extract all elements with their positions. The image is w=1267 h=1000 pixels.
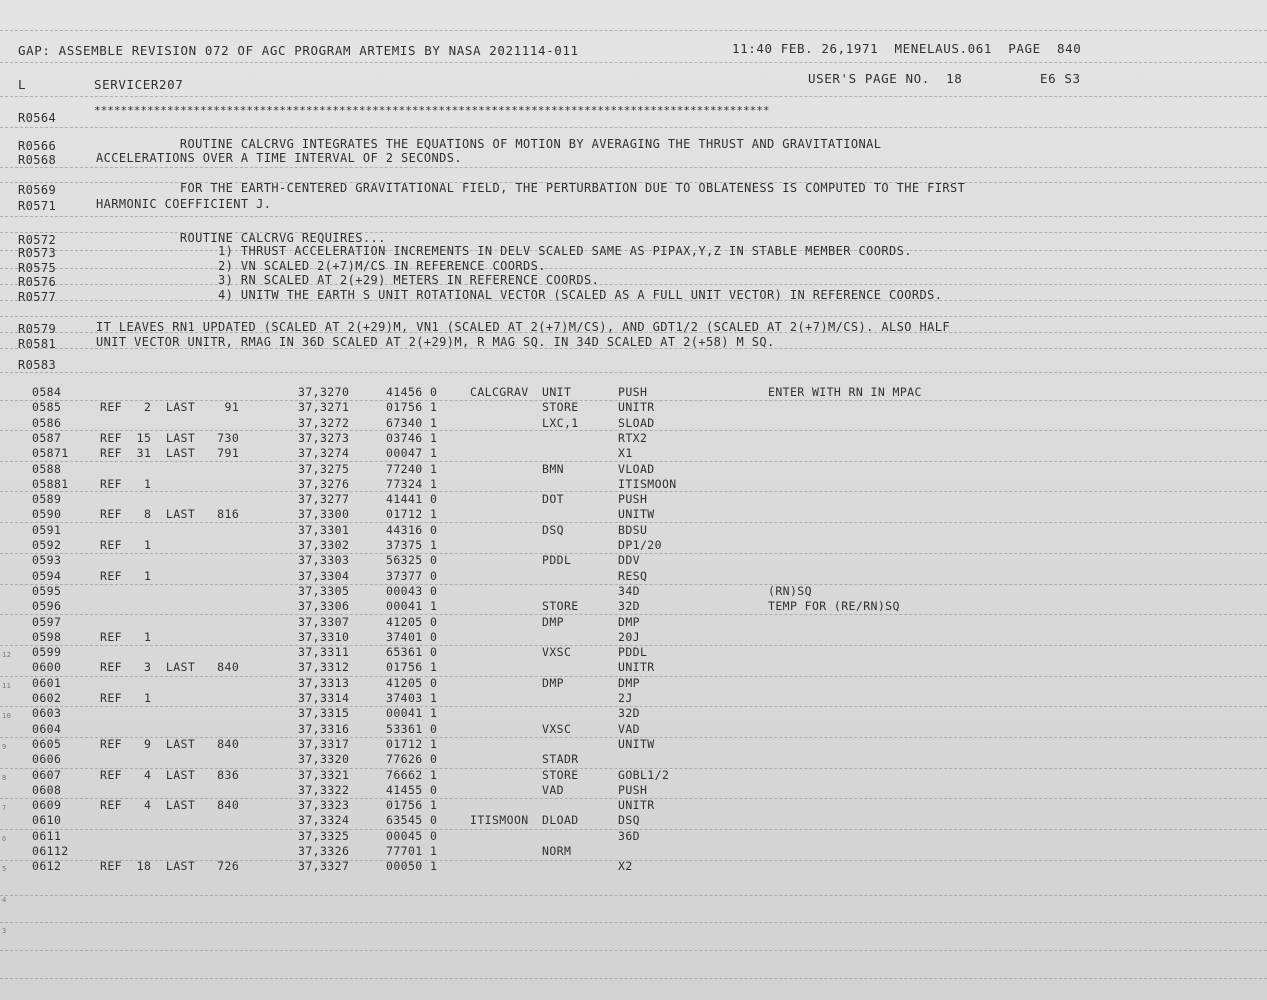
comment-line-id: R0579	[18, 322, 57, 336]
opcode: STORE	[542, 400, 579, 415]
comment-line-text: ACCELERATIONS OVER A TIME INTERVAL OF 2 SECONDS.	[96, 151, 462, 165]
address: 37,3302	[298, 538, 350, 552]
ref-info: REF 1	[100, 538, 152, 552]
opcode: VXSC	[542, 721, 572, 736]
address: 37,3306	[298, 599, 350, 614]
label: CALCGRAV	[470, 385, 529, 399]
operand: DDV	[618, 553, 640, 568]
ruled-line	[0, 950, 1267, 951]
octal-word: 00047 1	[386, 446, 438, 461]
address: 37,3324	[298, 813, 350, 828]
address: 37,3270	[298, 385, 350, 399]
comment-line-text: 3) RN SCALED AT 2(+29) METERS IN REFERENCE COORDS.	[96, 273, 600, 287]
comment-line-id: R0575	[18, 261, 57, 275]
ruled-line	[0, 316, 1267, 317]
octal-word: 00045 0	[386, 828, 438, 843]
line-number: 0590	[32, 507, 62, 522]
line-number: 0585	[32, 400, 62, 415]
octal-word: 76662 1	[386, 767, 438, 782]
line-number: 0608	[32, 782, 62, 797]
comment-line-id: R0566	[18, 139, 57, 153]
octal-word: 37377 0	[386, 568, 438, 583]
line-number: 0599	[32, 645, 62, 660]
address: 37,3320	[298, 752, 350, 767]
operand: 36D	[618, 828, 640, 843]
line-number: 0612	[32, 859, 62, 874]
comment-line-id: R0581	[18, 337, 57, 351]
operand: UNITW	[618, 507, 655, 522]
octal-word: 00041 1	[386, 599, 438, 614]
opcode: STORE	[542, 599, 579, 614]
ref-info: REF 2 LAST 91	[100, 400, 240, 415]
comment-line-id: R0571	[18, 199, 57, 213]
comment-line-text: IT LEAVES RN1 UPDATED (SCALED AT 2(+29)M, VN1 (SCALED AT 2(+7)M/CS), AND GDT1/2 (SCALED AT 2(+7)M/CS). ALSO HALF	[96, 320, 950, 334]
address: 37,3307	[298, 614, 350, 629]
opcode: STORE	[542, 767, 579, 782]
address: 37,3305	[298, 583, 350, 598]
header-e-code: E6 S3	[1040, 71, 1081, 86]
inline-comment: (RN)SQ	[768, 583, 812, 598]
line-number: 0586	[32, 415, 62, 430]
margin-tick: 4	[2, 896, 7, 904]
octal-word: 41455 0	[386, 782, 438, 797]
operand: 2J	[618, 691, 633, 705]
octal-word: 56325 0	[386, 553, 438, 568]
comment-line-id: R0576	[18, 275, 57, 289]
opcode: NORM	[542, 844, 572, 858]
ref-info: REF 31 LAST 791	[100, 446, 240, 461]
operand: RTX2	[618, 430, 648, 445]
header-col-l: L	[18, 77, 27, 92]
ruled-line	[0, 62, 1267, 63]
operand: DSQ	[618, 813, 640, 828]
address: 37,3304	[298, 568, 350, 583]
address: 37,3325	[298, 828, 350, 843]
operand: 20J	[618, 629, 640, 644]
address: 37,3316	[298, 721, 350, 736]
ruled-line	[0, 167, 1267, 168]
octal-word: 77701 1	[386, 844, 438, 858]
ruled-line	[0, 895, 1267, 896]
header-title: GAP: ASSEMBLE REVISION 072 OF AGC PROGRAM ARTEMIS BY NASA 2021114-011	[18, 43, 579, 58]
opcode: DMP	[542, 614, 564, 629]
operand: BDSU	[618, 522, 648, 537]
address: 37,3272	[298, 415, 350, 430]
line-number: 0610	[32, 813, 62, 828]
comment-line-text: HARMONIC COEFFICIENT J.	[96, 197, 272, 211]
octal-word: 41441 0	[386, 492, 438, 507]
octal-word: 44316 0	[386, 522, 438, 537]
octal-word: 01756 1	[386, 798, 438, 813]
ruled-line	[0, 922, 1267, 923]
octal-word: 37403 1	[386, 691, 438, 705]
ref-info: REF 4 LAST 836	[100, 767, 240, 782]
operand: PDDL	[618, 645, 648, 660]
octal-word: 77240 1	[386, 461, 438, 476]
inline-comment: TEMP FOR (RE/RN)SQ	[768, 599, 900, 614]
opcode: VAD	[542, 782, 564, 797]
operand: SLOAD	[618, 415, 655, 430]
header-time: 11:40 FEB. 26,1971 MENELAUS.061 PAGE 840	[732, 41, 1082, 56]
address: 37,3310	[298, 629, 350, 644]
header-user-page: USER'S PAGE NO. 18	[808, 71, 963, 86]
address: 37,3303	[298, 553, 350, 568]
margin-tick: 12	[2, 651, 12, 659]
comment-line-id: R0577	[18, 290, 57, 304]
comment-line-text: 4) UNITW THE EARTH S UNIT ROTATIONAL VECTOR (SCALED AS A FULL UNIT VECTOR) IN REFERENCE COORDS.	[96, 288, 943, 302]
octal-word: 37401 0	[386, 629, 438, 644]
address: 37,3321	[298, 767, 350, 782]
address: 37,3312	[298, 660, 350, 675]
line-number: 05871	[32, 446, 69, 461]
line-number: 0593	[32, 553, 62, 568]
line-number: 05881	[32, 476, 69, 491]
address: 37,3300	[298, 507, 350, 522]
ruled-line	[0, 372, 1267, 373]
comment-line-text: UNIT VECTOR UNITR, RMAG IN 36D SCALED AT 2(+29)M, R MAG SQ. IN 34D SCALED AT 2(+58) M SQ.	[96, 335, 775, 349]
operand: 32D	[618, 599, 640, 614]
line-number: 0601	[32, 675, 62, 690]
opcode: DLOAD	[542, 813, 579, 828]
address: 37,3311	[298, 645, 350, 660]
line-number: 0592	[32, 538, 62, 552]
ref-info: REF 18 LAST 726	[100, 859, 240, 874]
address: 37,3327	[298, 859, 350, 874]
operand: RESQ	[618, 568, 648, 583]
operand: VAD	[618, 721, 640, 736]
comment-line-id: R0572	[18, 233, 57, 247]
margin-tick: 9	[2, 743, 7, 751]
operand: DMP	[618, 675, 640, 690]
ref-info: REF 9 LAST 840	[100, 736, 240, 751]
line-number: 06112	[32, 844, 69, 858]
opcode: LXC,1	[542, 415, 579, 430]
address: 37,3277	[298, 492, 350, 507]
address: 37,3323	[298, 798, 350, 813]
address: 37,3322	[298, 782, 350, 797]
comment-line-text: ROUTINE CALCRVG INTEGRATES THE EQUATIONS OF MOTION BY AVERAGING THE THRUST AND GRAVITATIONAL	[96, 137, 882, 151]
line-number: 0606	[32, 752, 62, 767]
address: 37,3314	[298, 691, 350, 705]
operand: PUSH	[618, 492, 648, 507]
ref-info: REF 1	[100, 568, 152, 583]
margin-tick: 6	[2, 835, 7, 843]
inline-comment: ENTER WITH RN IN MPAC	[768, 385, 922, 399]
octal-word: 65361 0	[386, 645, 438, 660]
opcode: BMN	[542, 461, 564, 476]
line-number: 0603	[32, 706, 62, 721]
address: 37,3274	[298, 446, 350, 461]
line-number: 0602	[32, 691, 62, 705]
operand: DP1/20	[618, 538, 662, 552]
octal-word: 00041 1	[386, 706, 438, 721]
address: 37,3317	[298, 736, 350, 751]
octal-word: 41205 0	[386, 614, 438, 629]
line-number: 0611	[32, 828, 62, 843]
margin-tick: 7	[2, 804, 7, 812]
ref-info: REF 1	[100, 629, 152, 644]
octal-word: 00050 1	[386, 859, 438, 874]
opcode: DSQ	[542, 522, 564, 537]
operand: GOBL1/2	[618, 767, 670, 782]
address: 37,3326	[298, 844, 350, 858]
comment-line-id: R0569	[18, 183, 57, 197]
octal-word: 67340 1	[386, 415, 438, 430]
comment-line-id: R0568	[18, 153, 57, 167]
line-number: 0597	[32, 614, 62, 629]
address: 37,3313	[298, 675, 350, 690]
comment-line-text: 2) VN SCALED 2(+7)M/CS IN REFERENCE COORDS.	[96, 259, 546, 273]
ref-info: REF 15 LAST 730	[100, 430, 240, 445]
stars-label: R0564	[18, 111, 57, 125]
ruled-line	[0, 978, 1267, 979]
line-number: 0588	[32, 461, 62, 476]
address: 37,3315	[298, 706, 350, 721]
octal-word: 01756 1	[386, 660, 438, 675]
comment-line-text: FOR THE EARTH-CENTERED GRAVITATIONAL FIELD, THE PERTURBATION DUE TO OBLATENESS IS COMPUTED TO THE FIRST	[96, 181, 966, 195]
stars-banner: ******************************************************************************************************	[94, 104, 770, 117]
octal-word: 00043 0	[386, 583, 438, 598]
octal-word: 77626 0	[386, 752, 438, 767]
line-number: 0609	[32, 798, 62, 813]
octal-word: 41456 0	[386, 385, 438, 399]
operand: PUSH	[618, 385, 648, 399]
line-number: 0604	[32, 721, 62, 736]
ref-info: REF 4 LAST 840	[100, 798, 240, 813]
opcode: DMP	[542, 675, 564, 690]
opcode: UNIT	[542, 385, 572, 399]
ref-info: REF 3 LAST 840	[100, 660, 240, 675]
operand: VLOAD	[618, 461, 655, 476]
address: 37,3301	[298, 522, 350, 537]
comment-line-text: 1) THRUST ACCELERATION INCREMENTS IN DELV SCALED SAME AS PIPAX,Y,Z IN STABLE MEMBER COORDS.	[96, 244, 912, 258]
octal-word: 37375 1	[386, 538, 438, 552]
margin-tick: 3	[2, 927, 7, 935]
opcode: DOT	[542, 492, 564, 507]
opcode: PDDL	[542, 553, 572, 568]
ruled-line	[0, 30, 1267, 31]
line-number: 0589	[32, 492, 62, 507]
address: 37,3276	[298, 476, 350, 491]
line-number: 0584	[32, 385, 62, 399]
comment-line-id: R0583	[18, 358, 57, 372]
address: 37,3273	[298, 430, 350, 445]
margin-tick: 5	[2, 865, 7, 873]
comment-line-text: ROUTINE CALCRVG REQUIRES...	[96, 231, 386, 245]
octal-word: 01712 1	[386, 507, 438, 522]
line-number: 0591	[32, 522, 62, 537]
operand: PUSH	[618, 782, 648, 797]
line-number: 0607	[32, 767, 62, 782]
ruled-line	[0, 127, 1267, 128]
octal-word: 53361 0	[386, 721, 438, 736]
opcode: VXSC	[542, 645, 572, 660]
octal-word: 01712 1	[386, 736, 438, 751]
operand: 34D	[618, 583, 640, 598]
header-section: SERVICER207	[94, 77, 184, 92]
margin-tick: 11	[2, 682, 12, 690]
octal-word: 01756 1	[386, 400, 438, 415]
line-number: 0595	[32, 583, 62, 598]
operand: X2	[618, 859, 633, 874]
octal-word: 77324 1	[386, 476, 438, 491]
operand: ITISMOON	[618, 476, 677, 491]
operand: UNITR	[618, 660, 655, 675]
octal-word: 03746 1	[386, 430, 438, 445]
operand: UNITR	[618, 400, 655, 415]
line-number: 0594	[32, 568, 62, 583]
line-number: 0605	[32, 736, 62, 751]
label: ITISMOON	[470, 813, 529, 828]
margin-tick: 10	[2, 712, 12, 720]
address: 37,3275	[298, 461, 350, 476]
ref-info: REF 1	[100, 476, 152, 491]
line-number: 0587	[32, 430, 62, 445]
octal-word: 41205 0	[386, 675, 438, 690]
ruled-line	[0, 96, 1267, 97]
line-number: 0596	[32, 599, 62, 614]
ref-info: REF 8 LAST 816	[100, 507, 240, 522]
line-number: 0600	[32, 660, 62, 675]
operand: X1	[618, 446, 633, 461]
ref-info: REF 1	[100, 691, 152, 705]
operand: 32D	[618, 706, 640, 721]
operand: UNITW	[618, 736, 655, 751]
comment-line-id: R0573	[18, 246, 57, 260]
octal-word: 63545 0	[386, 813, 438, 828]
operand: UNITR	[618, 798, 655, 813]
line-number: 0598	[32, 629, 62, 644]
ruled-line	[0, 216, 1267, 217]
opcode: STADR	[542, 752, 579, 767]
margin-tick: 8	[2, 774, 7, 782]
address: 37,3271	[298, 400, 350, 415]
operand: DMP	[618, 614, 640, 629]
